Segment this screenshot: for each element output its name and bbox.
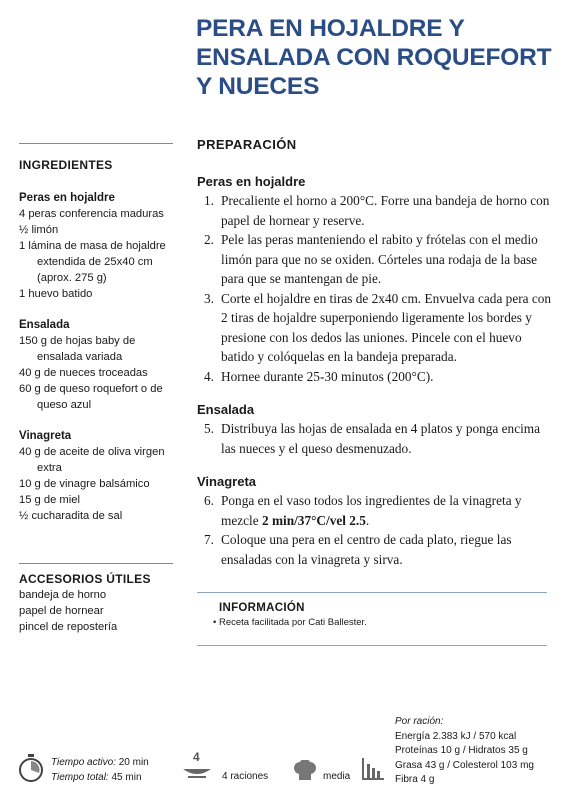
step-item	[197, 289, 552, 367]
active-time-value: 20 min	[118, 757, 149, 768]
nutrition-line: Fibra 4 g	[395, 774, 435, 785]
step-text: Precaliente el horno a 200°C. Forre una bandeja de horno con papel de hornear y reserve.	[221, 193, 550, 228]
step-text: Hornee durante 25-30 minutos (200°C).	[221, 368, 434, 384]
right-top-rule	[197, 129, 547, 130]
accessories-heading: ACCESORIOS ÚTILES	[19, 572, 151, 586]
step-item	[197, 530, 552, 569]
steps-list	[197, 491, 552, 569]
step-text: Coloque una pera en el centro de cada plato, riegue las ensaladas con la vinagreta y sirva.	[221, 532, 512, 567]
nutrition-line: Proteínas 10 g / Hidratos 35 g	[395, 745, 528, 756]
accessories-rule	[19, 563, 173, 564]
step-number: 5.	[204, 421, 214, 436]
step-number: 4.	[204, 368, 214, 384]
recipe-footer	[0, 740, 564, 800]
step-number: 3.	[204, 290, 214, 306]
ingredient-item: 4 peras conferencia maduras	[19, 208, 164, 220]
ingredient-group-title: Ensalada	[19, 319, 70, 331]
plate-icon	[182, 765, 212, 779]
title-line-3: Y NUECES	[196, 73, 320, 100]
total-time-label: Tiempo total:	[51, 771, 109, 783]
ingredient-item: 150 g de hojas baby de ensalada variada	[19, 335, 136, 363]
step-item	[197, 491, 552, 530]
left-top-rule	[19, 143, 173, 144]
ingredient-group-title: Peras en hojaldre	[19, 192, 115, 204]
step-item	[197, 230, 552, 289]
prep-section-peras	[197, 174, 552, 386]
accessory-item: papel de hornear	[19, 605, 104, 617]
prep-section-ensalada	[197, 402, 552, 458]
step-text: Corte el hojaldre en tiras de 2x40 cm. Envuelva cada pera con 2 tiras de hojaldre superponiendo ligeramente los bordes y presione con los dedos las uniones. Pincele con el huevo batido y colóquelas en la bandeja preparada.	[221, 290, 552, 364]
ingredient-group-peras	[19, 190, 174, 302]
ingredient-item: 10 g de vinagre balsámico	[19, 478, 150, 490]
ingredient-item: ½ limón	[19, 224, 59, 236]
accessories-section	[19, 571, 174, 635]
prep-section-title: Peras en hojaldre	[197, 174, 306, 189]
ingredient-item: 60 g de queso roquefort o de queso azul	[19, 383, 163, 411]
accessory-item: bandeja de horno	[19, 589, 107, 601]
nutrition-line: Energía 2.383 kJ / 570 kcal	[395, 730, 517, 742]
ingredient-item: 40 g de aceite de oliva virgen extra	[19, 446, 165, 474]
step-item	[197, 367, 552, 387]
step-number: 7.	[204, 532, 214, 547]
total-time-value: 45 min	[111, 771, 142, 783]
step-setting: 2 min/37°C/vel 2.5	[261, 512, 366, 528]
difficulty-label: media	[323, 771, 351, 782]
prep-section-title: Ensalada	[197, 402, 255, 417]
step-text: Distribuya las hojas de ensalada en 4 platos y ponga encima las nueces y el queso desmenuzado.	[221, 421, 541, 456]
ingredient-group-title: Vinagreta	[19, 430, 72, 442]
info-item: • Receta facilitada por Cati Ballester.	[213, 617, 367, 628]
prep-section-vinagreta	[197, 474, 552, 569]
bar-chart-icon	[361, 758, 385, 780]
step-text: Ponga en el vaso todos los ingredientes de la vinagreta y mezcle	[221, 493, 522, 528]
step-text: Pele las peras manteniendo el rabito y frótelas con el medio limón para que no se oxiden. Córteles una rodaja de la base para que se mantengan de pie.	[221, 232, 538, 286]
preparation-heading: PREPARACIÓN	[197, 137, 297, 152]
time-info	[51, 756, 149, 785]
step-text-end: .	[365, 512, 370, 528]
per-serving-label: Por ración:	[395, 716, 444, 727]
info-heading: INFORMACIÓN	[219, 602, 305, 614]
ingredient-item: ½ cucharadita de sal	[19, 510, 123, 522]
ingredients-heading: INGREDIENTES	[19, 158, 113, 172]
ingredient-group-vinagreta	[19, 428, 174, 524]
preparation-column	[197, 137, 552, 569]
ingredient-item: 1 huevo batido	[19, 288, 93, 300]
ingredient-item: 1 lámina de masa de hojaldre extendida de 25x40 cm (aprox. 275 g)	[19, 240, 166, 284]
title-line-1: PERA EN HOJALDRE Y	[196, 15, 465, 42]
chef-hat-icon	[293, 760, 317, 782]
servings-number: 4	[193, 750, 200, 764]
step-item	[197, 191, 552, 230]
timer-icon	[18, 754, 44, 782]
step-number: 6.	[204, 493, 214, 508]
ingredients-column	[19, 157, 174, 524]
step-number: 2.	[204, 232, 214, 247]
steps-list	[197, 419, 552, 458]
ingredient-item: 40 g de nueces troceadas	[19, 367, 148, 379]
ingredient-item: 15 g de miel	[19, 494, 80, 506]
active-time-label: Tiempo activo:	[51, 757, 116, 768]
nutrition-line: Grasa 43 g / Colesterol 103 mg	[395, 759, 534, 771]
info-text: Receta facilitada por Cati Ballester.	[218, 617, 367, 628]
step-item	[197, 419, 552, 458]
recipe-title	[196, 14, 558, 101]
prep-section-title: Vinagreta	[197, 474, 257, 489]
steps-list	[197, 191, 552, 386]
servings-label: 4 raciones	[222, 771, 269, 782]
step-number: 1.	[204, 193, 214, 208]
title-line-2: ENSALADA CON ROQUEFORT	[196, 44, 552, 71]
info-box	[197, 592, 547, 646]
ingredient-group-ensalada	[19, 317, 174, 413]
accessory-item: pincel de repostería	[19, 621, 118, 633]
